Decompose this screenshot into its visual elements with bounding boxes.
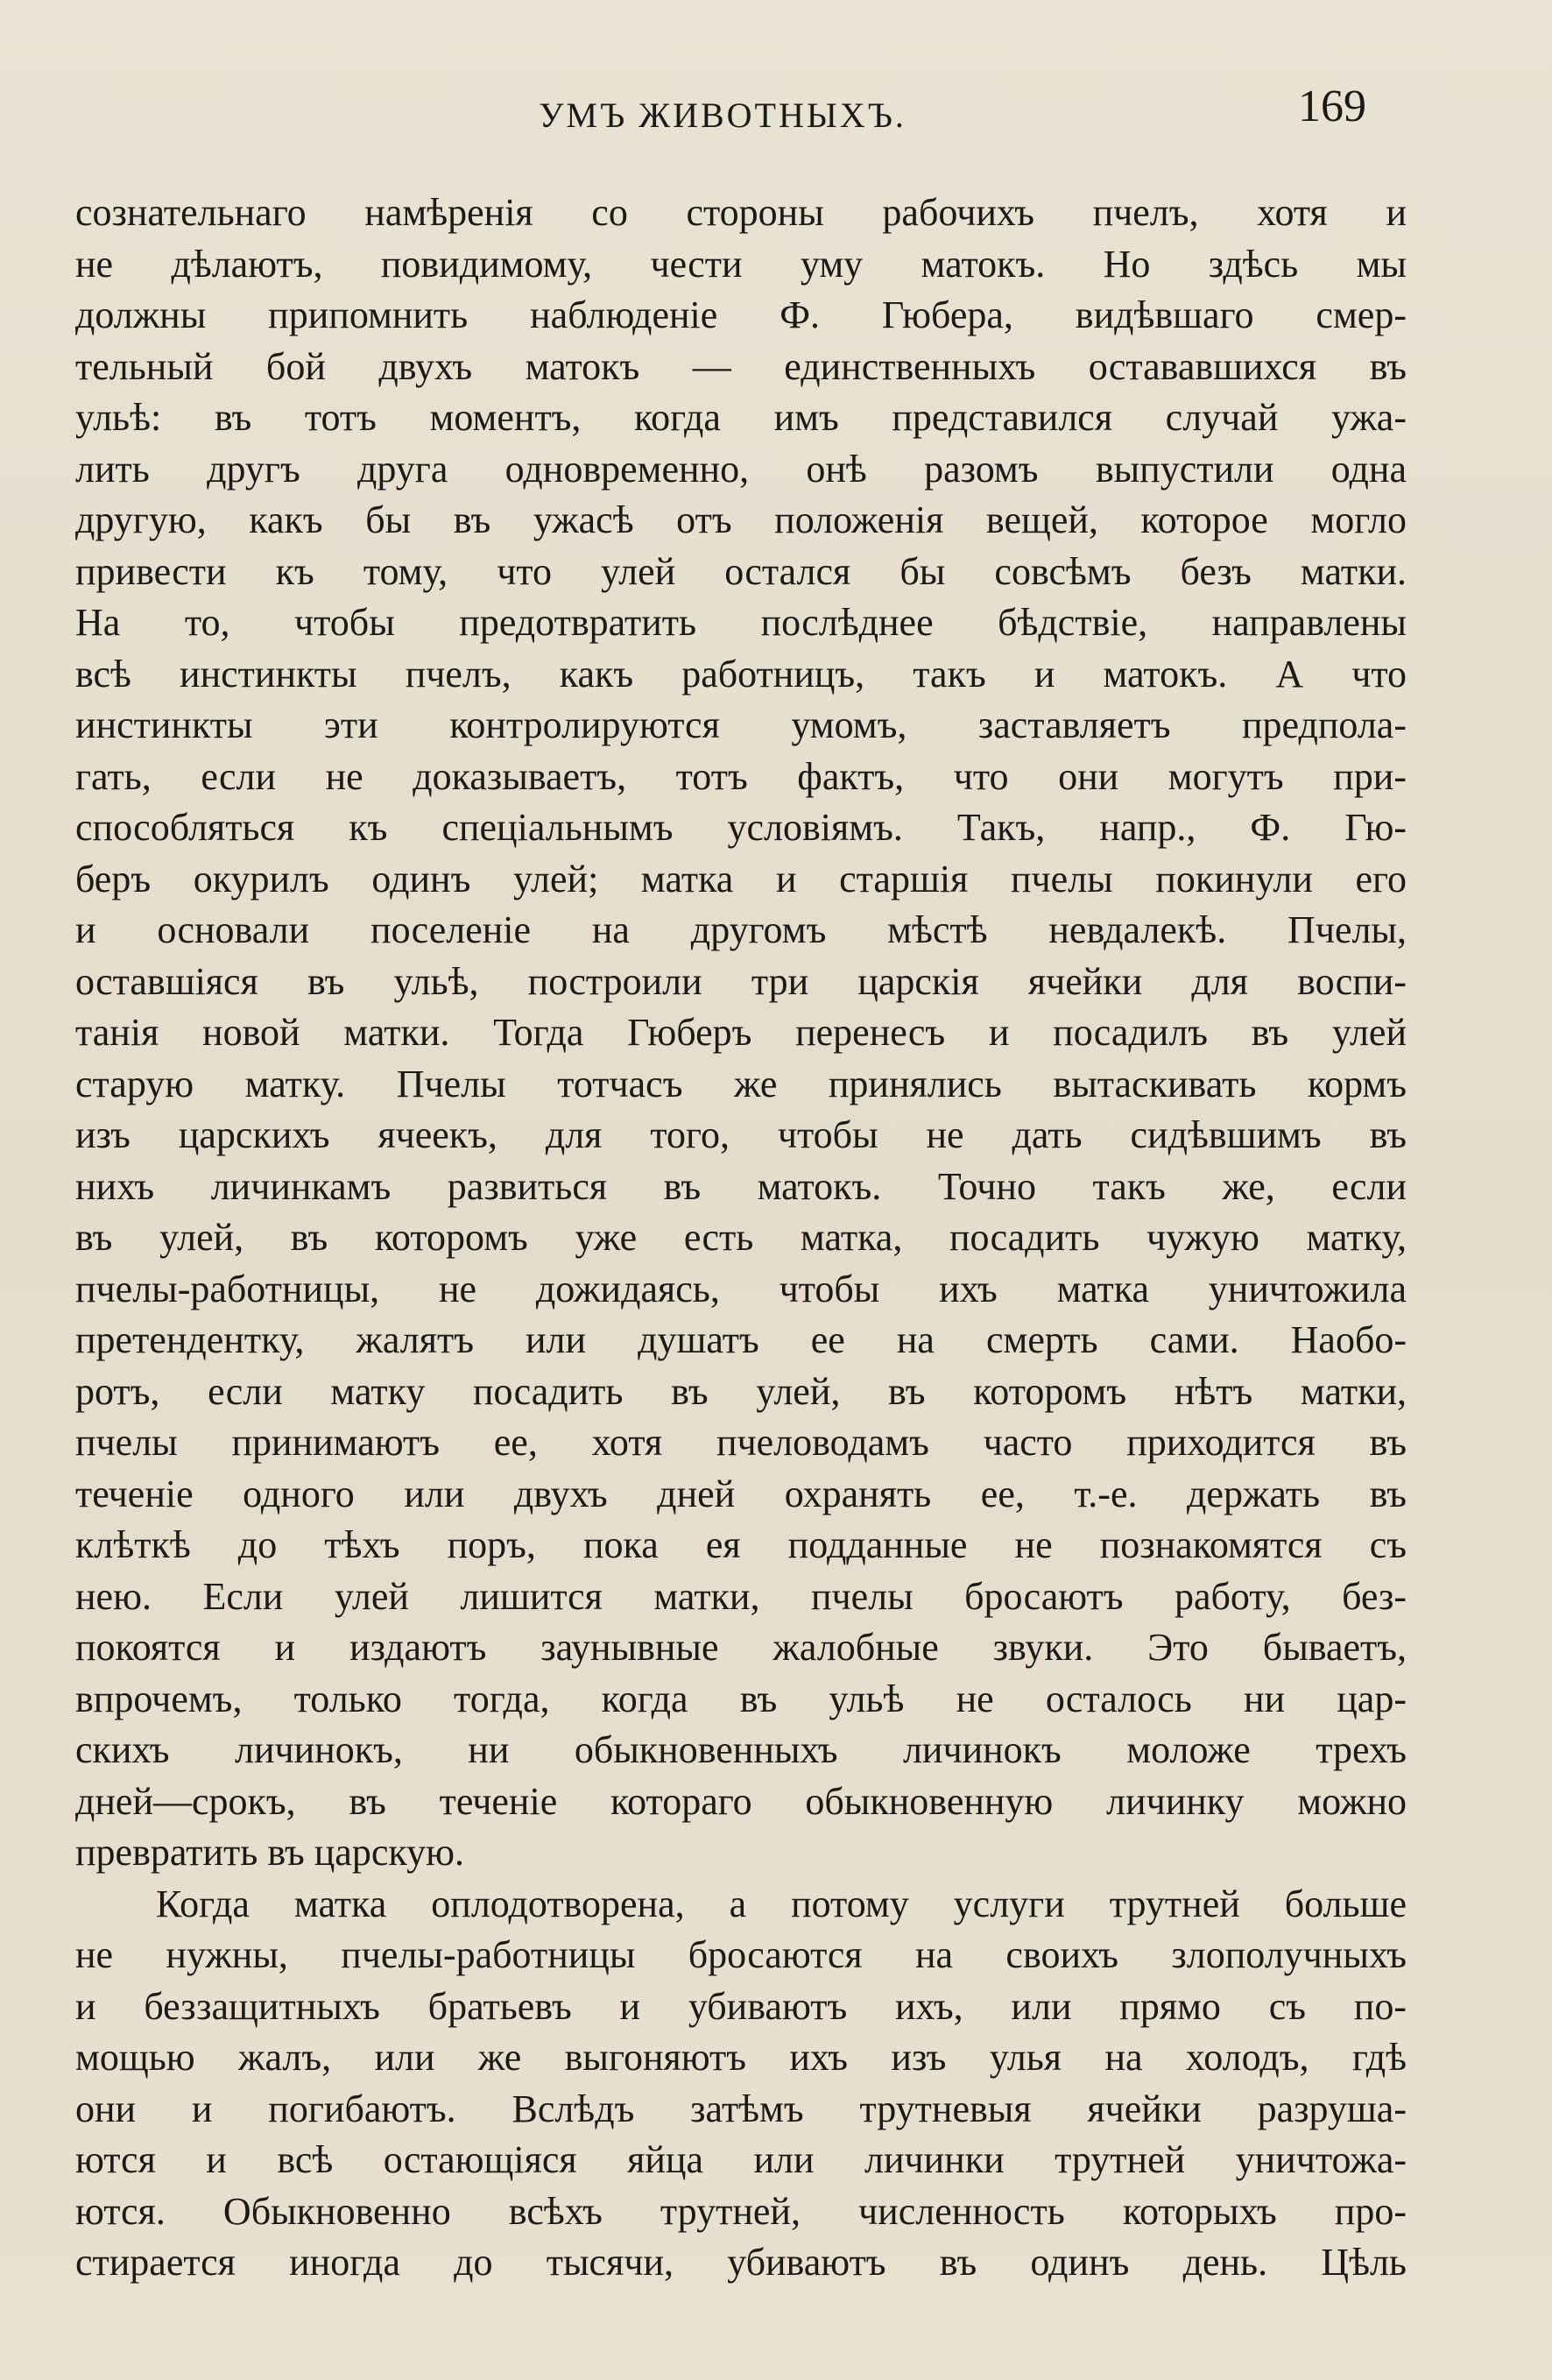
text-line: нихъ личинкамъ развиться въ матокъ. Точно такъ же, если: [75, 1164, 1407, 1208]
text-line: теченіе одного или двухъ дней охранять ее, т.-е. держать въ: [75, 1472, 1407, 1515]
text-line: пчелы принимаютъ ее, хотя пчеловодамъ часто приходится въ: [75, 1421, 1407, 1464]
text-line: тельный бой двухъ матокъ — единственныхъ остававшихся въ: [75, 344, 1407, 388]
text-line: ульѣ: въ тотъ моментъ, когда имъ представился случай ужа-: [75, 396, 1407, 439]
text-line: инстинкты эти контролируются умомъ, заставляетъ предпола-: [75, 703, 1407, 746]
page-number: 169: [1298, 81, 1366, 131]
paragraph-1: [75, 187, 1407, 1879]
text-line: беръ окурилъ одинъ улей; матка и старшія пчелы покинули его: [75, 857, 1407, 900]
text-line: они и погибаютъ. Вслѣдъ затѣмъ трутневыя ячейки разруша-: [75, 2087, 1407, 2130]
text-line: гать, если не доказываетъ, тотъ фактъ, что они могутъ при-: [75, 754, 1407, 798]
running-title: УМЪ ЖИВОТНЫХЪ.: [539, 95, 907, 135]
text-line: старую матку. Пчелы тотчасъ же принялись вытаскивать кормъ: [75, 1062, 1407, 1105]
text-line: всѣ инстинкты пчелъ, какъ работницъ, такъ и матокъ. А что: [75, 652, 1407, 696]
text-line: нею. Если улей лишится матки, пчелы бросаютъ работу, без-: [75, 1574, 1407, 1618]
text-line: оставшіяся въ ульѣ, построили три царскія ячейки для воспи-: [75, 959, 1407, 1003]
text-line: скихъ личинокъ, ни обыкновенныхъ личинокъ моложе трехъ: [75, 1728, 1407, 1771]
page-header: [79, 81, 1366, 142]
text-line: лить другъ друга одновременно, онѣ разомъ выпустили одна: [75, 447, 1407, 491]
text-line: изъ царскихъ ячеекъ, для того, чтобы не дать сидѣвшимъ въ: [75, 1113, 1407, 1156]
text-line: способляться къ спеціальнымъ условіямъ. Такъ, напр., Ф. Гю-: [75, 806, 1407, 849]
text-line: не нужны, пчелы-работницы бросаются на своихъ злополучныхъ: [75, 1933, 1407, 1976]
text-line: ротъ, если матку посадить въ улей, въ которомъ нѣтъ матки,: [75, 1369, 1407, 1413]
text-line: привести къ тому, что улей остался бы совсѣмъ безъ матки.: [75, 549, 1407, 593]
text-line: На то, чтобы предотвратить послѣднее бѣдствіе, направлены: [75, 601, 1407, 644]
text-line: претендентку, жалятъ или душатъ ее на смерть сами. Наобо-: [75, 1318, 1407, 1361]
text-line: не дѣлаютъ, повидимому, чести уму матокъ. Но здѣсь мы: [75, 242, 1407, 286]
text-line: и основали поселеніе на другомъ мѣстѣ невдалекѣ. Пчелы,: [75, 908, 1407, 951]
text-line: ются и всѣ остающіяся яйца или личинки трутней уничтожа-: [75, 2138, 1407, 2181]
paragraph-2: [75, 1879, 1407, 2289]
body-text: [75, 187, 1407, 2289]
text-line: другую, какъ бы въ ужасѣ отъ положенія вещей, которое могло: [75, 498, 1407, 541]
text-line: покоятся и издаютъ заунывные жалобные звуки. Это бываетъ,: [75, 1626, 1407, 1669]
text-line: дней—срокъ, въ теченіе котораго обыкновенную личинку можно: [75, 1779, 1407, 1823]
text-line: сознательнаго намѣренія со стороны рабочихъ пчелъ, хотя и: [75, 191, 1407, 234]
text-line: клѣткѣ до тѣхъ поръ, пока ея подданные не познакомятся съ: [75, 1523, 1407, 1566]
text-line: Когда матка оплодотворена, а потому услуги трутней больше: [156, 1882, 1407, 1925]
text-line: впрочемъ, только тогда, когда въ ульѣ не осталось ни цар-: [75, 1677, 1407, 1720]
text-line: танія новой матки. Тогда Гюберъ перенесъ и посадилъ въ улей: [75, 1011, 1407, 1054]
text-line: ются. Обыкновенно всѣхъ трутней, численность которыхъ про-: [75, 2189, 1407, 2233]
text-line: мощью жалъ, или же выгоняютъ ихъ изъ улья на холодъ, гдѣ: [75, 2036, 1407, 2079]
text-line: въ улей, въ которомъ уже есть матка, посадить чужую матку,: [75, 1216, 1407, 1259]
text-line: стирается иногда до тысячи, убиваютъ въ одинъ день. Цѣль: [75, 2241, 1407, 2284]
text-line: должны припомнить наблюденіе Ф. Гюбера, видѣвшаго смер-: [75, 293, 1407, 336]
text-line: и беззащитныхъ братьевъ и убиваютъ ихъ, или прямо съ по-: [75, 1984, 1407, 2028]
text-line: превратить въ царскую.: [75, 1831, 464, 1874]
text-line: пчелы-работницы, не дожидаясь, чтобы ихъ матка уничтожила: [75, 1267, 1407, 1310]
